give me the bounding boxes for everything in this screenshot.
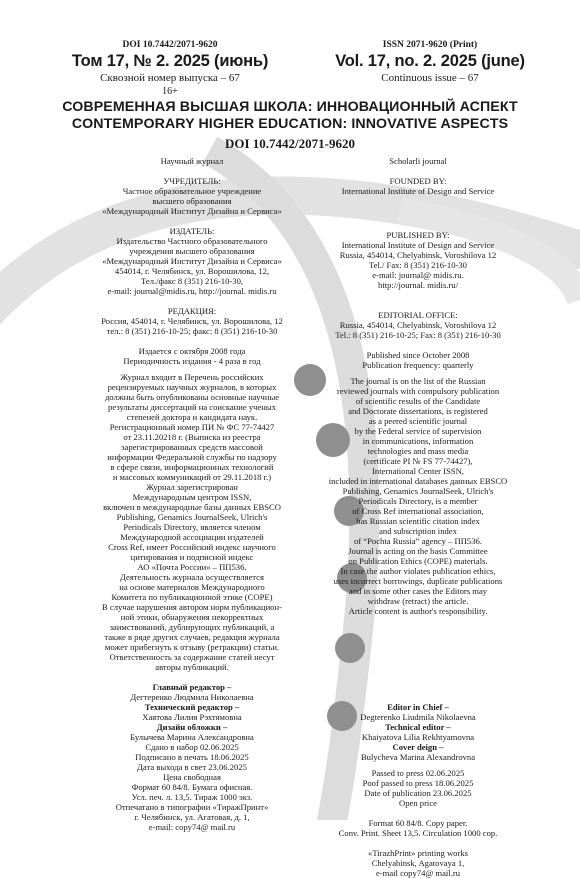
description-line: and Doctorate dissertations, is registered	[348, 406, 488, 416]
issn-print: ISSN 2071-9620 (Print)	[382, 40, 478, 50]
description-line: Деятельность журнала осуществляется	[120, 572, 264, 582]
description-line: цитирования и подписной индекс	[130, 552, 254, 562]
cover-designer-ru: Булычева Марина Александровна	[130, 732, 254, 742]
cover-heading-en: Cover deign –	[392, 742, 444, 752]
description-line: Publishing, Genamics JournalSeek, Ulrich's	[342, 486, 494, 496]
description-line: Journal is acting on the basis Committee	[348, 546, 488, 556]
description-line: of scientific results of the Candidate	[355, 396, 481, 406]
print-line: Подписано в печать 18.06.2025	[135, 752, 249, 762]
description-line: авторы публикаций.	[155, 662, 229, 672]
description-line: Международной ассоциации издателей	[120, 532, 264, 542]
description-line: Журнал зарегистрирован	[146, 482, 238, 492]
publisher-line: e-mail: journal@midis.ru, http://journal. midis.ru	[107, 286, 277, 296]
description-line: должны быть опубликованы основные научные	[104, 392, 280, 402]
tech-editor-heading-ru: Технический редактор –	[144, 702, 240, 712]
founder-line: «Международный Институт Дизайна и Сервиса»	[102, 206, 282, 216]
journal-type-ru: Научный журнал	[160, 156, 224, 166]
chief-editor-heading-ru: Главный редактор –	[152, 682, 232, 692]
description-line: и массовых коммуникаций от 29.11.2018 г.)	[112, 472, 272, 482]
frequency-ru: Периодичность издания - 4 раза в год	[123, 356, 261, 366]
doi-main: DOI 10.7442/2071-9620	[225, 136, 355, 151]
description-line: может прибегнуть к отзыву (ретракции) статьи.	[104, 642, 280, 652]
printer-line: «TirazhPrint» printing works	[368, 848, 468, 858]
editorial-line: тел.: 8 (351) 216-10-25; факс: 8 (351) 216-10-30	[106, 326, 278, 336]
published-since-en: Published since October 2008	[366, 350, 470, 360]
description-line: на основе материалов Международного	[119, 582, 265, 592]
print-line: г. Челябинск, ул. Агатовая, д. 1,	[134, 812, 250, 822]
age-rating: 16+	[162, 86, 178, 97]
founder-line: Частное образовательное учреждение	[122, 186, 262, 196]
publisher-line: 454014, г. Челябинск, ул. Ворошилова, 12,	[114, 266, 270, 276]
frequency-en: Publication frequency: quarterly	[362, 360, 474, 370]
description-line: Article content is author's responsibility.	[348, 606, 488, 616]
editorial-heading-en: EDITORIAL OFFICE:	[378, 310, 458, 320]
description-line: заимствований, дублирующих публикаций, а	[109, 622, 275, 632]
description-line: Международным центром ISSN,	[132, 492, 252, 502]
format-line: Conv. Print. Sheet 13,5. Circulation 1000 сор.	[338, 828, 498, 838]
description-line: as a peered scientific journal	[368, 416, 468, 426]
print-line: Сдано в набор 02.06.2025	[145, 742, 239, 752]
printer-line: e-mail copy74@ mail.ru	[375, 868, 461, 878]
publisher-heading-en: PUBLISHED BY:	[386, 230, 450, 240]
founder-heading-en: FOUNDED BY:	[389, 176, 447, 186]
print-line: Poof passed to press 18.06.2025	[362, 778, 474, 788]
published-since-ru: Издается с октября 2008 года	[138, 346, 246, 356]
description-line: uses incorrect borrowings, duplicate publications	[333, 576, 503, 586]
doi-left: DOI 10.7442/2071-9620	[122, 40, 218, 50]
publisher-line: Tel./ Fax: 8 (351) 216-10-30	[369, 260, 467, 270]
chief-editor-ru: Дегтеренко Людмила Николаевна	[130, 692, 254, 702]
description-line: включен в международные базы данных EBSCO	[103, 502, 281, 512]
print-line: Passed to press 02.06.2025	[371, 768, 465, 778]
description-line: withdraw (retract) the article.	[367, 596, 469, 606]
description-line: The journal is on the list of the Russian	[350, 376, 486, 386]
chief-editor-en: Degterenko Liudmila Nikolaevna	[360, 712, 476, 722]
description-line: of Cross Ref international association,	[352, 506, 484, 516]
publisher-line: Тел./факс 8 (351) 216-10-30,	[140, 276, 244, 286]
publisher-line: учреждения высшего образования	[129, 246, 255, 256]
description-line: technologies and mass media	[367, 446, 469, 456]
publisher-line: http://journal. midis.ru/	[378, 280, 458, 290]
description-line: of “Pochta Russia” agency – ПП536.	[354, 536, 482, 546]
description-line: зарегистрированных средств массовой	[121, 442, 263, 452]
description-line: В случае нарушения автором норм публикацион-	[102, 602, 282, 612]
imprint-column-en	[310, 156, 526, 878]
description-line: рецензируемых научных журналов, в которых	[107, 382, 277, 392]
volume-ru: Том 17, № 2. 2025 (июнь)	[71, 52, 269, 70]
founder-line: International Institute of Design and Service	[341, 186, 495, 196]
format-line: Format 60 84/8. Copy paper.	[368, 818, 468, 828]
description-line: and in some other cases the Editors may	[348, 586, 488, 596]
publisher-line: «Международный Институт Дизайна и Сервиса»	[102, 256, 282, 266]
tech-editor-ru: Хаятова Лилия Рэхтямовна	[142, 712, 242, 722]
description-line: International Center ISSN,	[372, 466, 464, 476]
publisher-heading-ru: ИЗДАТЕЛЬ:	[169, 226, 215, 236]
print-line: Формат 60 84/8. Бумага офисная.	[131, 782, 253, 792]
cover-designer-en: Bulycheva Marina Alexandrovna	[360, 752, 476, 762]
publisher-line: e-mail: journal@ midis.ru.	[372, 270, 464, 280]
description-line: in communications, information	[362, 436, 474, 446]
description-line: (certificate PI № FS 77-74427),	[363, 456, 473, 466]
continuous-issue-ru: Сквозной номер выпуска – 67	[100, 72, 240, 84]
editorial-heading-ru: РЕДАКЦИЯ:	[167, 306, 217, 316]
tech-editor-en: Khaiyatova Lilia Rekhtyamovna	[361, 732, 475, 742]
journal-type-en: Scholarli journal	[389, 156, 447, 166]
description-line: by the Federal service of supervision	[354, 426, 482, 436]
description-line: has Russian scientific citation index	[356, 516, 480, 526]
description-line: on Publication Ethics (COPE) materials.	[348, 556, 488, 566]
print-line: Open price	[399, 798, 437, 808]
continuous-issue-en: Continuous issue – 67	[381, 72, 479, 84]
description-line: результаты диссертаций на соискание ученых	[108, 402, 276, 412]
founder-heading-ru: УЧРЕДИТЕЛЬ:	[163, 176, 221, 186]
print-line: Усл. печ. л. 13,5. Тираж 1000 экз.	[131, 792, 253, 802]
description-line: Ответственность за содержание статей несут	[109, 652, 275, 662]
printer-line: Chelyabinsk, Agatovaya 1,	[371, 858, 465, 868]
description-line: АО «Почта России» – ПП536.	[137, 562, 247, 572]
publisher-line: Russia, 454014, Chelyabinsk, Voroshilova 12	[339, 250, 497, 260]
print-line: e-mail: copy74@ mail.ru	[148, 822, 236, 832]
chief-editor-heading-en: Editor in Chief –	[387, 702, 449, 712]
cover-heading-ru: Дизайн обложки –	[156, 722, 228, 732]
print-line: Цена свободная	[163, 772, 221, 782]
journal-title-en: CONTEMPORARY HIGHER EDUCATION: INNOVATIVE ASPECTS	[71, 116, 509, 132]
founder-line: высшего образования	[152, 196, 232, 206]
print-line: Отпечатано в типографии «ТиражПринт»	[115, 802, 269, 812]
description-line: included in international databases данных EBSCO	[328, 476, 508, 486]
description-line: Periodicals Directory, является членом	[123, 522, 261, 532]
description-line: также в ряде других случаев, редакция журнала	[104, 632, 280, 642]
description-line: Комитета по публикационной этике (COPE)	[111, 592, 273, 602]
description-line: and subscription index	[379, 526, 457, 536]
imprint-column-ru	[62, 156, 322, 832]
print-line: Дата выхода в свет 23.06.2025	[137, 762, 247, 772]
description-line: степеней доктора и кандидата наук.	[126, 412, 258, 422]
tech-editor-heading-en: Technical editor –	[385, 722, 451, 732]
volume-en: Vol. 17, no. 2. 2025 (june)	[335, 52, 525, 70]
journal-title-ru: СОВРЕМЕННАЯ ВЫСШАЯ ШКОЛА: ИННОВАЦИОННЫЙ АСПЕКТ	[62, 99, 518, 115]
publisher-line: Издательство Частного образовательного	[116, 236, 268, 246]
editorial-line: Tel.: 8 (351) 216-10-25; Fax: 8 (351) 216-10-30	[335, 330, 501, 340]
description-line: Журнал входит в Перечень российских	[120, 372, 264, 382]
description-line: Periodicals Directory, is a member	[358, 496, 478, 506]
description-line: в сфере связи, информационных технологий	[110, 462, 274, 472]
description-line: In case the author violates publication ethics,	[340, 566, 496, 576]
description-line: от 23.11.20218 г. (Выписка из реестра	[123, 432, 261, 442]
description-line: reviewed journals with compulsory publication	[336, 386, 500, 396]
description-line: Publishing, Genamics JournalSeek, Ulrich's	[116, 512, 268, 522]
publisher-line: International Institute of Design and Service	[341, 240, 495, 250]
editorial-line: Russia, 454014, Chelyabinsk, Voroshilova 12	[339, 320, 497, 330]
print-line: Date of publication 23.06.2025	[364, 788, 472, 798]
description-line: Регистрационный номер ПИ № ФС 77-74427	[109, 422, 275, 432]
editorial-line: Россия, 454014, г. Челябинск, ул. Ворошилова, 12	[101, 316, 283, 326]
description-line: ной этики, обнаружения некорректных	[120, 612, 264, 622]
description-line: информации Федеральной службы по надзору	[107, 452, 277, 462]
description-line: Cross Ref, имеет Российский индекс научного	[108, 542, 276, 552]
